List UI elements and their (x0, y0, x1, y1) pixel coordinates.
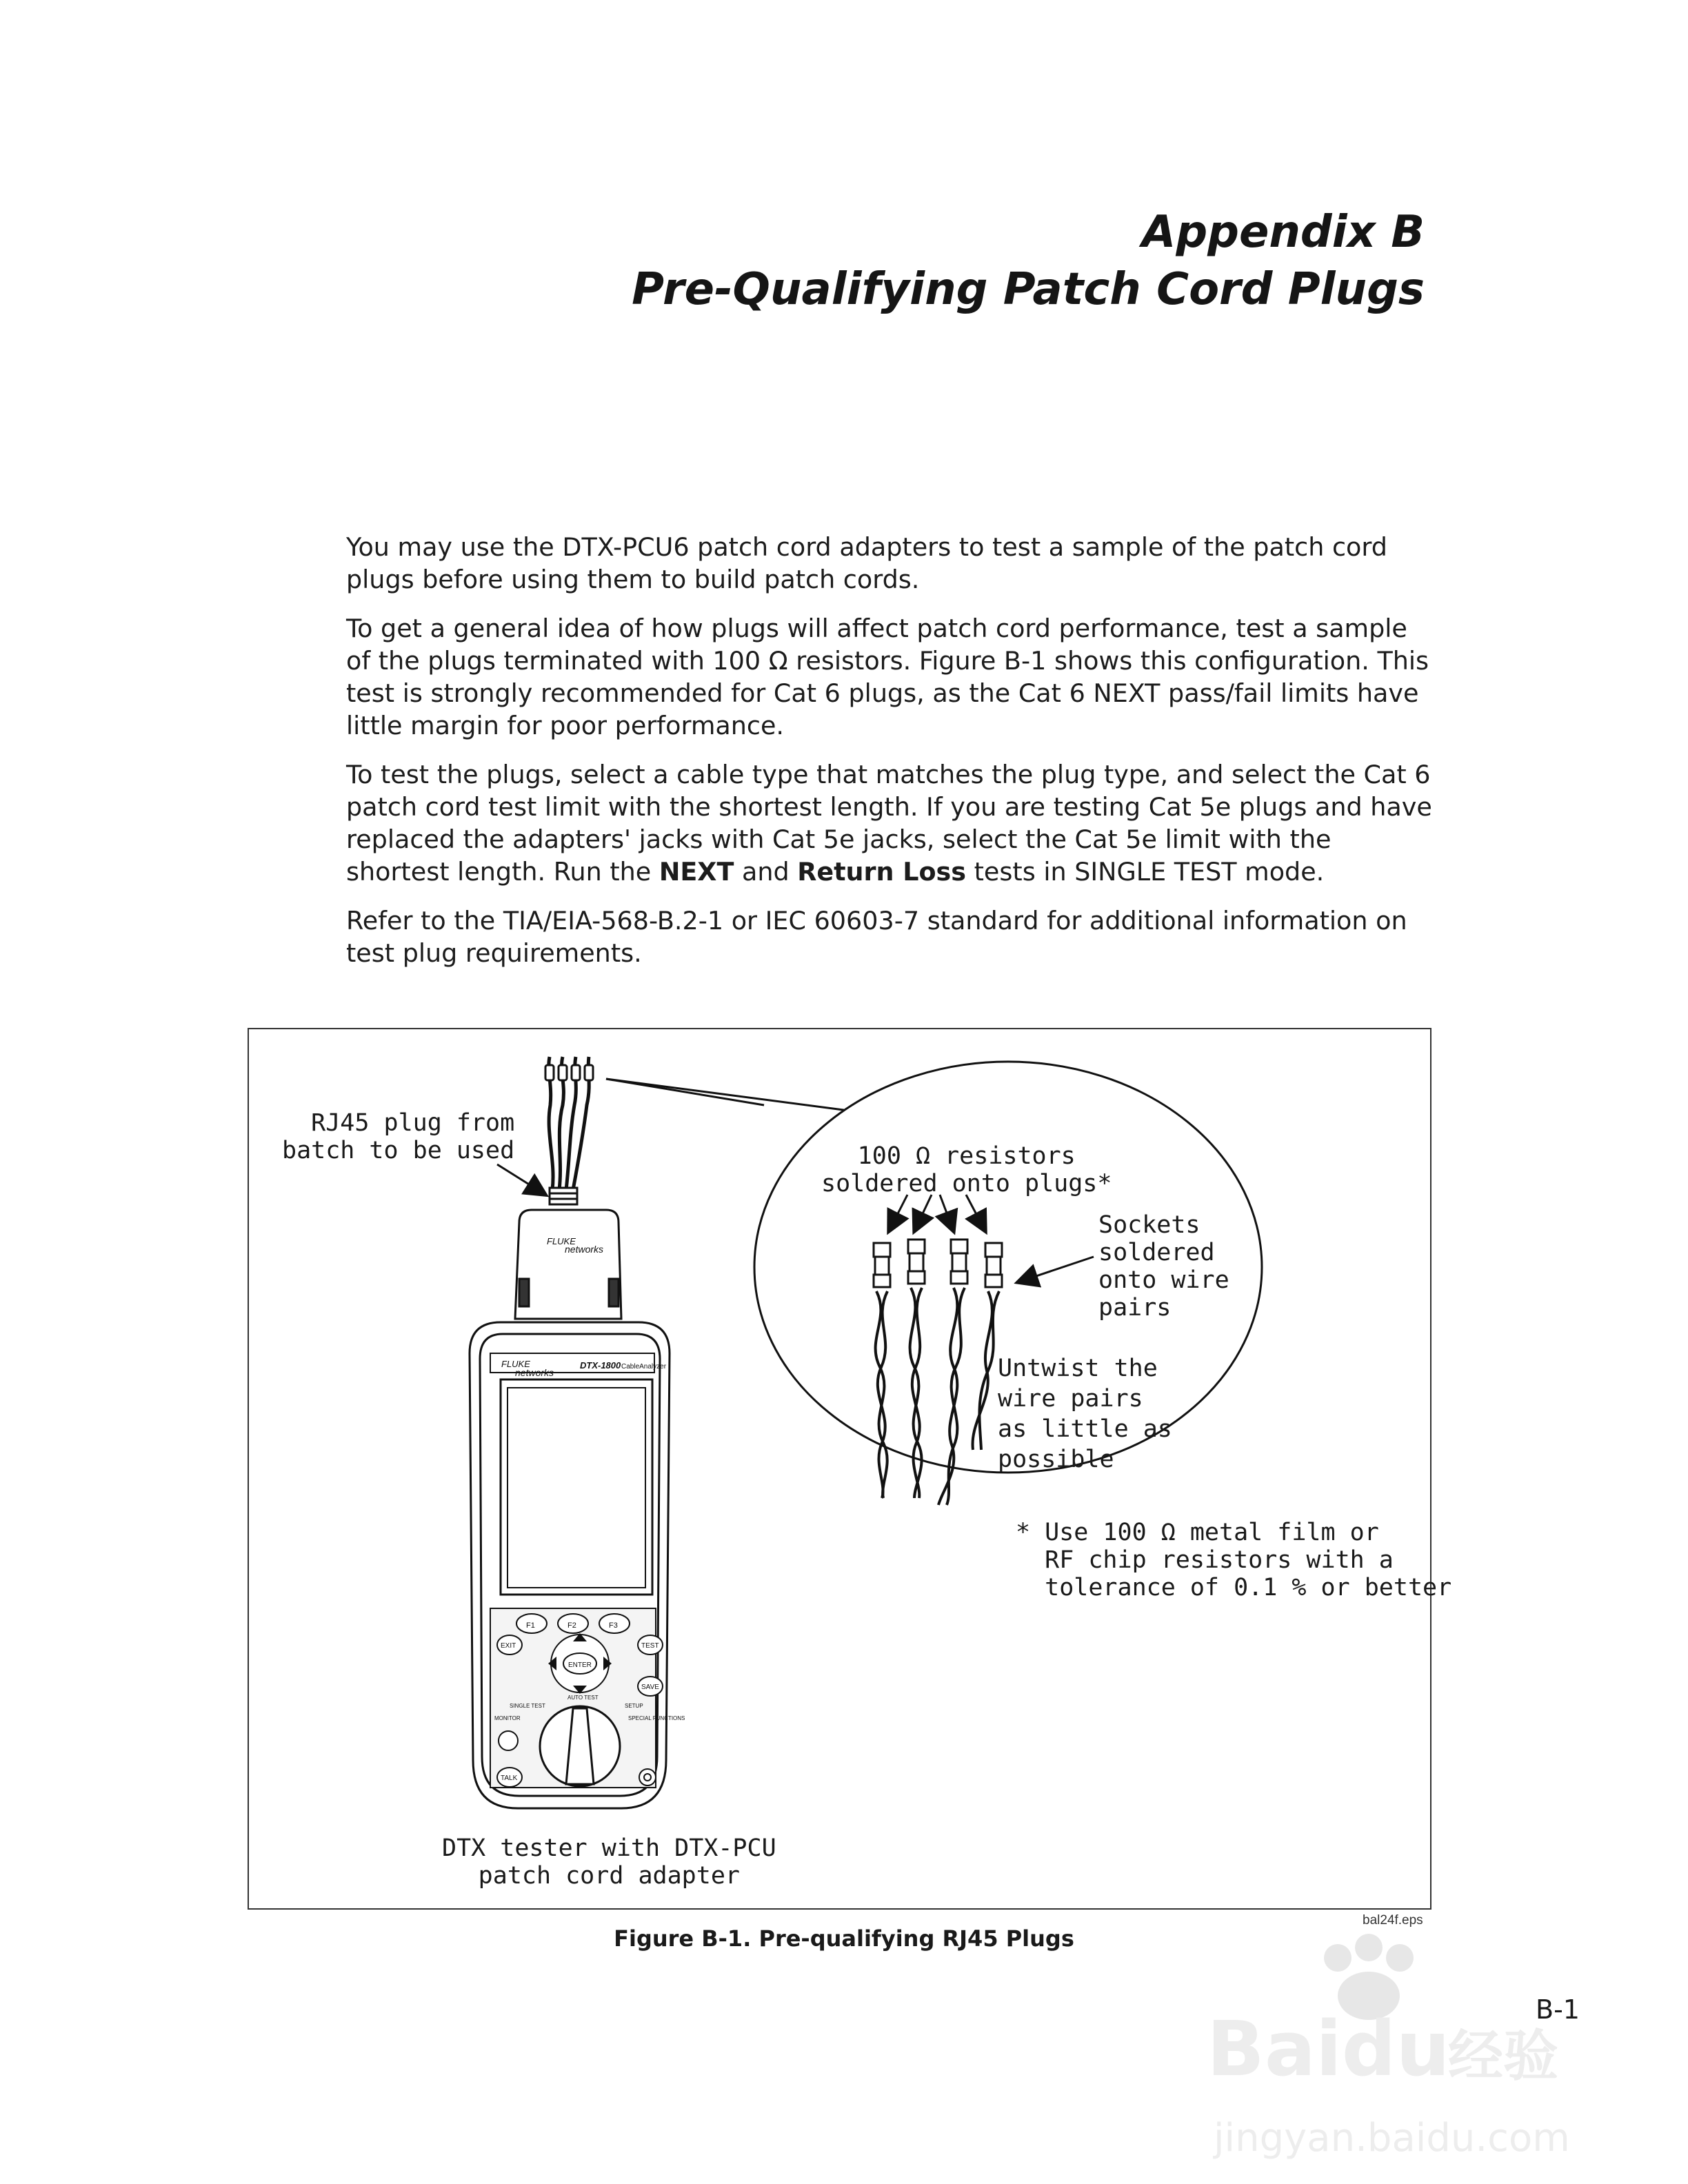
rj45-plug (550, 1188, 577, 1204)
svg-text:SPECIAL FUNCTIONS: SPECIAL FUNCTIONS (628, 1715, 685, 1721)
dtx-tester (470, 1322, 685, 1808)
patch-cord-adapter (515, 1210, 621, 1319)
svg-text:FLUKE: FLUKE (547, 1236, 576, 1246)
paragraph-4: Refer to the TIA/EIA-568-B.2-1 or IEC 60603-7 standard for additional information on test plug requirements. (346, 906, 1407, 968)
figure-caption: Figure B-1. Pre-qualifying RJ45 Plugs (614, 1925, 1074, 1952)
svg-text:SINGLE TEST: SINGLE TEST (510, 1703, 545, 1709)
body-text (346, 531, 1436, 986)
svg-text:TALK: TALK (501, 1775, 518, 1782)
figure-frame (248, 1028, 1452, 1910)
svg-text:F3: F3 (609, 1621, 618, 1630)
svg-text:MONITOR: MONITOR (494, 1715, 521, 1721)
svg-text:经验: 经验 (1448, 2024, 1558, 2088)
figure-file-name: bal24f.eps (1363, 1913, 1423, 1928)
svg-text:EXIT: EXIT (501, 1642, 516, 1650)
svg-text:ENTER: ENTER (568, 1661, 592, 1669)
svg-text:CableAnalyzer: CableAnalyzer (621, 1363, 667, 1371)
svg-text:F1: F1 (526, 1621, 535, 1630)
svg-text:FLUKE: FLUKE (501, 1359, 530, 1369)
paragraph-2: To get a general idea of how plugs will affect patch cord performance, test a sample of the plugs terminated with 100 Ω resistors. Figure B-1 shows this configuration. This test is strongly recommended for Cat 6 plugs, as the Cat 6 NEXT pass/fail limits have little margin for poor performance. (346, 614, 1429, 740)
svg-text:SAVE: SAVE (641, 1684, 659, 1691)
return-loss-term: Return Loss (797, 857, 967, 887)
appendix-label: Appendix B (1141, 207, 1425, 258)
label-sockets: Sockets soldered onto wire pairs (1098, 1211, 1229, 1322)
label-resistors: 100 Ω resistors soldered onto plugs* (821, 1142, 1112, 1197)
next-test-term: NEXT (659, 857, 734, 887)
page-title: Pre-Qualifying Patch Cord Plugs (632, 264, 1425, 315)
page-number: B-1 (1536, 1994, 1580, 2025)
svg-text:F2: F2 (567, 1621, 576, 1630)
baidu-watermark-logo (1200, 1930, 1586, 2178)
wire-ends (545, 1065, 593, 1080)
svg-text:networks: networks (565, 1244, 604, 1255)
plug-wires (549, 1057, 589, 1190)
svg-text:Baidu: Baidu (1207, 2005, 1450, 2093)
paragraph-1: You may use the DTX-PCU6 patch cord adapters to test a sample of the patch cord plugs before using them to build patch cords. (346, 532, 1387, 594)
label-resistor-note: * Use 100 Ω metal film or RF chip resistors with a tolerance of 0.1 % or better (1016, 1519, 1452, 1601)
label-tester: DTX tester with DTX-PCU patch cord adapter (442, 1834, 776, 1890)
paragraph-3: To test the plugs, select a cable type that matches the plug type, and select the Cat 6 patch cord test limit with the shortest length. If you are testing Cat 5e plugs and have replaced the adapters' jacks with Cat 5e jacks, select the Cat 5e limit with the shortest length. Run the NEXT and Return Loss tests in SINGLE TEST mode. (346, 760, 1432, 887)
svg-text:DTX-1800: DTX-1800 (580, 1360, 621, 1371)
label-rj45-plug: RJ45 plug from batch to be used (282, 1109, 515, 1164)
svg-text:TEST: TEST (641, 1642, 659, 1650)
svg-text:networks: networks (515, 1367, 554, 1378)
svg-text:jingyan.baidu.com: jingyan.baidu.com (1214, 2116, 1570, 2161)
svg-text:AUTO TEST: AUTO TEST (567, 1695, 599, 1701)
svg-text:SETUP: SETUP (625, 1703, 643, 1709)
label-untwist: Untwist the wire pairs as little as possible (998, 1355, 1172, 1473)
plug-arrow (497, 1164, 545, 1195)
